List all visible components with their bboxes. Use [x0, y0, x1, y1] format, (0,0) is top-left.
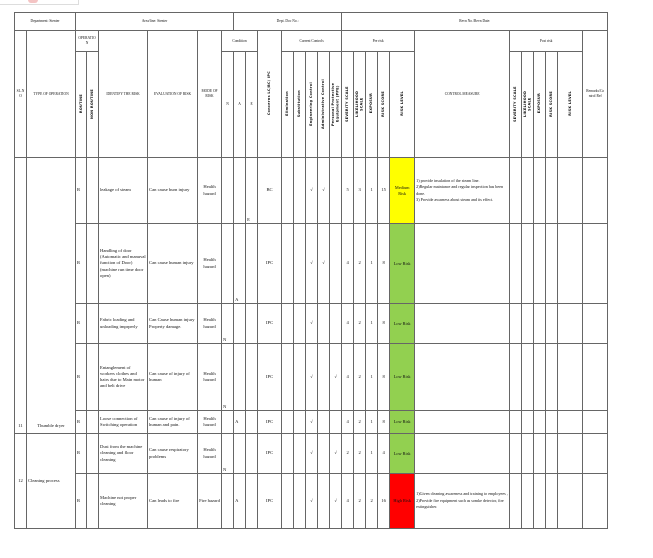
post-risk-cell [534, 304, 546, 344]
risk-level-cell: Low Risk [390, 224, 415, 304]
revision-label: Revn No./Revn Date: [342, 13, 608, 31]
ppe-cell [330, 411, 342, 434]
routine-cell: R [76, 304, 87, 344]
non-routine-cell [87, 434, 99, 474]
severity-cell: 4 [342, 224, 354, 304]
ppe-header: Personal Protective Equipment (PPE) [330, 52, 342, 158]
risk-score-cell: 4 [378, 434, 390, 474]
condition-a-cell: A [234, 224, 246, 304]
condition-header: Condition [222, 31, 258, 52]
elimination-cell [282, 304, 294, 344]
likelihood-cell: 2 [354, 344, 366, 411]
condition-e-header: E [246, 52, 258, 158]
table-row [15, 434, 608, 474]
concerns-cell: IPC [258, 474, 282, 529]
condition-n-cell [222, 224, 234, 304]
condition-a-cell: A [234, 474, 246, 529]
ppe-cell: √ [330, 474, 342, 529]
remarks-cell [583, 304, 608, 344]
administrative-control-cell [318, 434, 330, 474]
condition-a-header: A [234, 52, 246, 158]
non-routine-cell [87, 474, 99, 529]
substitution-cell [294, 434, 306, 474]
post-risk-cell [510, 434, 522, 474]
concerns-cell: IPC [258, 411, 282, 434]
severity-cell: 4 [342, 304, 354, 344]
post-risk-cell [534, 344, 546, 411]
evaluation-cell: Can cause human injury [148, 224, 198, 304]
risk-score-cell: 15 [378, 158, 390, 224]
administrative-control-header: Administrative Control [318, 52, 330, 158]
condition-e-cell [246, 344, 258, 411]
engineering-control-cell: √ [306, 474, 318, 529]
non-routine-cell [87, 344, 99, 411]
elimination-cell [282, 158, 294, 224]
administrative-control-cell [318, 304, 330, 344]
post-risk-score-header: RISK SCORE [546, 52, 558, 158]
condition-a-cell [234, 304, 246, 344]
non-routine-cell [87, 224, 99, 304]
post-risk-cell [510, 474, 522, 529]
non-routine-cell [87, 158, 99, 224]
remarks-cell [583, 434, 608, 474]
remarks-cell [583, 344, 608, 411]
engineering-control-cell: √ [306, 344, 318, 411]
table-body [15, 158, 608, 529]
identify-risk-cell: Handling of door (Automatic and manuval function of Door) (machine run time door open) [99, 224, 148, 304]
post-risk-cell [522, 158, 534, 224]
condition-e-cell [246, 474, 258, 529]
mode-of-risk-cell: Health hazard [198, 411, 222, 434]
likelihood-cell: 2 [354, 434, 366, 474]
severity-cell: 4 [342, 344, 354, 411]
mode-of-risk-cell: Health hazard [198, 224, 222, 304]
post-risk-cell [510, 344, 522, 411]
routine-cell: R [76, 344, 87, 411]
mode-of-risk-cell: Fire hazard [198, 474, 222, 529]
post-risk-cell [558, 474, 583, 529]
identify-risk-cell: Dust from the machine cleaning and floor cleaning [99, 434, 148, 474]
hira-table [14, 12, 608, 529]
document-header-row [15, 13, 608, 31]
post-risk-cell [522, 304, 534, 344]
post-risk-header: Post risk [510, 31, 583, 52]
condition-n-header: N [222, 52, 234, 158]
slno-cell: 11 [15, 158, 27, 434]
pre-likelihood-header: LIKELIHOOD SCALE [354, 52, 366, 158]
condition-a-cell [234, 344, 246, 411]
area-label: Area/line: Stenter [76, 13, 234, 31]
post-risk-cell [558, 434, 583, 474]
identify-risk-header: IDENTIFY THE RISK [99, 31, 148, 158]
severity-cell: 4 [342, 411, 354, 434]
evaluation-cell: Can Cause human injury Property damage. [148, 304, 198, 344]
severity-cell: 4 [342, 474, 354, 529]
engineering-control-header: Engineering Control [306, 52, 318, 158]
condition-a-cell [234, 434, 246, 474]
evaluation-cell: Can leads to fire [148, 474, 198, 529]
ppe-cell: √ [330, 344, 342, 411]
elimination-cell [282, 434, 294, 474]
post-risk-cell [546, 411, 558, 434]
table-row [15, 158, 608, 224]
table-row [15, 224, 608, 304]
post-exposure-header: EXPOSUR [534, 52, 546, 158]
risk-level-cell: Low Risk [390, 304, 415, 344]
condition-e-cell [246, 411, 258, 434]
condition-n-cell [222, 474, 234, 529]
exposure-cell: 2 [366, 474, 378, 529]
mode-of-risk-cell: Health hazard [198, 344, 222, 411]
risk-score-cell: 8 [378, 304, 390, 344]
evaluation-cell: Can cause of injury of human and pain. [148, 411, 198, 434]
table-row [15, 411, 608, 434]
post-risk-cell [510, 411, 522, 434]
ppe-cell [330, 224, 342, 304]
exposure-cell: 1 [366, 344, 378, 411]
pre-exposure-header: EXPOSUR [366, 52, 378, 158]
post-risk-cell [558, 158, 583, 224]
risk-score-cell: 8 [378, 344, 390, 411]
control-measure-line: 1) provide insulation of the steam line. [416, 177, 480, 183]
post-risk-cell [522, 411, 534, 434]
severity-cell: 5 [342, 158, 354, 224]
engineering-control-cell: √ [306, 224, 318, 304]
control-measure-cell [415, 344, 510, 411]
condition-e-cell [246, 224, 258, 304]
evaluation-cell: Can cause burn injury [148, 158, 198, 224]
exposure-cell: 1 [366, 434, 378, 474]
risk-level-cell: Low Risk [390, 434, 415, 474]
table-row [15, 474, 608, 529]
evaluation-cell: Can cause respiratory problems [148, 434, 198, 474]
table-row [15, 304, 608, 344]
control-measure-cell [415, 434, 510, 474]
elimination-cell [282, 224, 294, 304]
condition-n-cell [222, 411, 234, 434]
logo-mark [28, 0, 38, 3]
routine-cell: R [76, 158, 87, 224]
control-measure-cell [415, 411, 510, 434]
post-risk-cell [546, 434, 558, 474]
engineering-control-cell: √ [306, 158, 318, 224]
risk-level-cell: High Risk [390, 474, 415, 529]
table-row [15, 344, 608, 411]
pre-severity-header: SEVERITY SCALE [342, 52, 354, 158]
control-measure-line: 2)Regular maintance and regular inspection has been done. [416, 184, 504, 196]
engineering-control-cell: √ [306, 434, 318, 474]
pre-risk-level-header: RISK LEVEL [390, 52, 415, 158]
control-measure-header: CONTROL MEASURE [415, 31, 510, 158]
administrative-control-cell: √ [318, 158, 330, 224]
control-measure-cell [415, 158, 510, 224]
post-risk-cell [522, 344, 534, 411]
post-risk-cell [534, 434, 546, 474]
mode-of-risk-cell: Health hazard [198, 304, 222, 344]
routine-header: ROUTINE [76, 52, 87, 158]
post-risk-cell [558, 224, 583, 304]
post-risk-cell [510, 304, 522, 344]
condition-e-cell [246, 434, 258, 474]
mode-of-risk-header: MODE OF RISK [198, 31, 222, 158]
type-of-operation-cell: Thumble dryer [27, 158, 76, 434]
likelihood-cell: 2 [354, 411, 366, 434]
engineering-control-cell: √ [306, 411, 318, 434]
concerns-header: Concerns LC/BC/ IPC [258, 31, 282, 158]
elimination-cell [282, 411, 294, 434]
substitution-cell [294, 474, 306, 529]
likelihood-cell: 2 [354, 304, 366, 344]
substitution-cell [294, 158, 306, 224]
condition-e-cell: E [246, 158, 258, 224]
non-routine-cell [87, 411, 99, 434]
remarks-cell [583, 158, 608, 224]
post-risk-cell [558, 411, 583, 434]
evaluation-header: EVALUATION OF RISK [148, 31, 198, 158]
post-risk-cell [510, 158, 522, 224]
post-risk-cell [522, 474, 534, 529]
mode-of-risk-cell: Health hazard [198, 158, 222, 224]
control-measure-cell [415, 474, 510, 529]
elimination-header: Elimination [282, 52, 294, 158]
exposure-cell: 1 [366, 224, 378, 304]
substitution-cell [294, 304, 306, 344]
post-risk-cell [558, 344, 583, 411]
concerns-cell: BC [258, 158, 282, 224]
exposure-cell: 1 [366, 411, 378, 434]
risk-level-cell: Medium Risk [390, 158, 415, 224]
post-risk-cell [510, 224, 522, 304]
post-risk-cell [534, 474, 546, 529]
operation-header: OPERATIO N [76, 31, 99, 52]
administrative-control-cell: √ [318, 224, 330, 304]
evaluation-cell: Can cause of injury of human [148, 344, 198, 411]
post-risk-level-header: RISK LEVEL [558, 52, 583, 158]
dept-doc-label: Dept. Doc No.: [234, 13, 342, 31]
condition-e-cell [246, 304, 258, 344]
condition-n-cell: N [222, 344, 234, 411]
pre-risk-header: Pre risk [342, 31, 415, 52]
mode-of-risk-cell: Health hazard [198, 434, 222, 474]
condition-n-cell: N [222, 434, 234, 474]
ppe-cell [330, 158, 342, 224]
condition-n-cell: N [222, 304, 234, 344]
exposure-cell: 1 [366, 304, 378, 344]
likelihood-cell: 2 [354, 224, 366, 304]
elimination-cell [282, 344, 294, 411]
identify-risk-cell: Fabric loading and unloading imprperly [99, 304, 148, 344]
substitution-cell [294, 224, 306, 304]
control-measure-cell [415, 304, 510, 344]
remarks-cell [583, 474, 608, 529]
elimination-cell [282, 474, 294, 529]
department-label: Department: Stenter [15, 13, 76, 31]
identify-risk-cell: Entanglement of workers clothes and hairs due to Main motor and belt drive [99, 344, 148, 411]
likelihood-cell: 2 [354, 474, 366, 529]
administrative-control-cell [318, 474, 330, 529]
concerns-cell: IPC [258, 344, 282, 411]
routine-cell: R [76, 474, 87, 529]
risk-level-cell: Low Risk [390, 411, 415, 434]
post-risk-cell [534, 224, 546, 304]
pre-risk-score-header: RISK SCORE [378, 52, 390, 158]
risk-level-cell: Low Risk [390, 344, 415, 411]
control-measure-line: 3) Provide awarness about steam and its effect. [416, 196, 494, 202]
post-risk-cell [522, 224, 534, 304]
control-measure-line: 1)Given cleaning awareness and training to employees , [416, 491, 508, 497]
remarks-header: Remarks/Co ntrol Ref [583, 31, 608, 158]
post-risk-cell [558, 304, 583, 344]
administrative-control-cell [318, 411, 330, 434]
type-of-operation-cell: Cleaning process [27, 434, 76, 529]
slno-header: SL.N O [15, 31, 27, 158]
engineering-control-cell: √ [306, 304, 318, 344]
post-risk-cell [546, 304, 558, 344]
identify-risk-cell: Machine not proper cleaning [99, 474, 148, 529]
concerns-cell: IPC [258, 224, 282, 304]
column-header-row-1 [15, 31, 608, 52]
substitution-cell [294, 411, 306, 434]
administrative-control-cell [318, 344, 330, 411]
non-routine-cell [87, 304, 99, 344]
exposure-cell: 1 [366, 158, 378, 224]
control-measure-cell [415, 224, 510, 304]
substitution-header: Substitution [294, 52, 306, 158]
post-severity-header: SEVERITY SCALE [510, 52, 522, 158]
post-likelihood-header: LIKELIHOOD SCALE [522, 52, 534, 158]
routine-cell: R [76, 434, 87, 474]
non-routine-header: NON ROUTINE [87, 52, 99, 158]
severity-cell: 2 [342, 434, 354, 474]
post-risk-cell [546, 158, 558, 224]
logo-area [0, 0, 79, 5]
routine-cell: R [76, 411, 87, 434]
type-of-operation-header: TYPE OF OPERATION [27, 31, 76, 158]
post-risk-cell [546, 474, 558, 529]
substitution-cell [294, 344, 306, 411]
routine-cell: R [76, 224, 87, 304]
likelihood-cell: 3 [354, 158, 366, 224]
post-risk-cell [546, 224, 558, 304]
post-risk-cell [534, 158, 546, 224]
concerns-cell: IPC [258, 434, 282, 474]
risk-score-cell: 16 [378, 474, 390, 529]
control-measure-line: 2)Provide fire equipment such as somke detector, fire extinguisher. [416, 497, 504, 510]
remarks-cell [583, 411, 608, 434]
identify-risk-cell: leakage of steam [99, 158, 148, 224]
post-risk-cell [546, 344, 558, 411]
concerns-cell: IPC [258, 304, 282, 344]
ppe-cell [330, 304, 342, 344]
post-risk-cell [522, 434, 534, 474]
identify-risk-cell: Loose connection of Switching operation [99, 411, 148, 434]
post-risk-cell [534, 411, 546, 434]
risk-score-cell: 8 [378, 224, 390, 304]
ppe-cell: √ [330, 434, 342, 474]
condition-a-cell: A [234, 411, 246, 434]
condition-a-cell [234, 158, 246, 224]
remarks-cell [583, 224, 608, 304]
condition-n-cell [222, 158, 234, 224]
current-controls-header: Current Controls [282, 31, 342, 52]
slno-cell: 12 [15, 434, 27, 529]
risk-score-cell: 8 [378, 411, 390, 434]
